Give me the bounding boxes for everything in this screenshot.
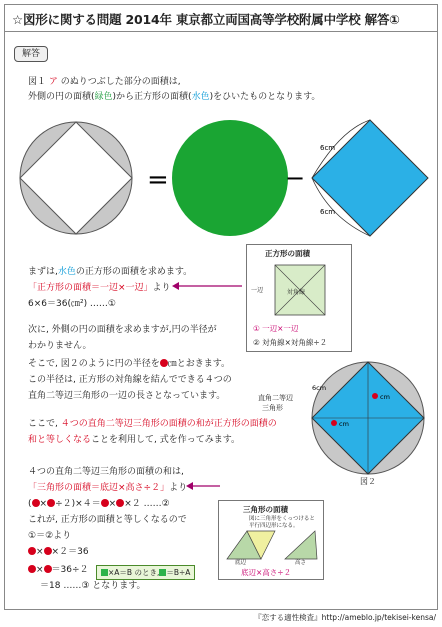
radius-text: ㎝とおきます。 xyxy=(167,359,231,369)
figure-2 xyxy=(290,360,438,480)
sum-text: × xyxy=(36,565,44,575)
tri-note-title: 三角形の面積 xyxy=(243,505,288,514)
square-calc: 6×6＝36(㎝²) ……① xyxy=(28,299,117,309)
sum-text: ×２＝36 xyxy=(51,547,89,557)
side-label-bottom: 6cm xyxy=(320,208,336,216)
sum-line-2 xyxy=(28,482,187,494)
answer-badge: 解答 xyxy=(14,46,48,62)
key-text: ことを利用して, 式を作ってみます。 xyxy=(91,435,241,445)
square-text: より xyxy=(152,283,171,293)
green-square-icon xyxy=(101,569,108,576)
blue-square xyxy=(312,120,428,236)
intro-text: 図１ xyxy=(28,77,49,87)
sum-line-4: これが, 正方形の面積と等しくなるので xyxy=(28,515,187,525)
intro-line-1 xyxy=(28,76,181,88)
figure-1-circle xyxy=(20,122,132,234)
open-paren: ( xyxy=(28,499,32,509)
radius-label-2: cm xyxy=(339,420,349,428)
hint-box xyxy=(96,565,195,580)
sum-text: ＝36÷２ xyxy=(51,565,89,575)
tri-note-desc-1: 図に三角形をくっつけると xyxy=(249,516,315,522)
height-label: 高さ xyxy=(295,560,307,566)
note-item-1: ① 一辺×一辺 xyxy=(253,324,299,333)
pointer-arrow-2 xyxy=(186,482,220,490)
sum-line-8: ＝18 ……③ となります。 xyxy=(40,581,146,591)
tri-label-2: 三角形 xyxy=(262,404,283,412)
sum-line-1: ４つの直角二等辺三角形の面積の和は, xyxy=(28,467,184,477)
mark-a: ア xyxy=(48,77,58,87)
intro-line-2 xyxy=(28,91,320,103)
key-line-2 xyxy=(28,434,240,446)
sum-text: × xyxy=(108,499,117,509)
radius-line-2: わかりません。 xyxy=(28,341,92,351)
side-label-top: 6cm xyxy=(320,144,336,152)
sum-line-3 xyxy=(28,498,170,510)
triangle-formula: 「三角形の面積＝底辺×高さ÷２」 xyxy=(28,483,170,493)
note-title: 正方形の面積 xyxy=(265,249,310,258)
key-line-1 xyxy=(28,418,277,430)
square-text: まずは, xyxy=(28,267,58,277)
tri-label-1: 直角二等辺 xyxy=(258,394,293,402)
base-label: 底辺 xyxy=(235,560,247,566)
side-label-fig2: 6cm xyxy=(312,384,327,392)
key-highlight: ４つの直角二等辺三角形の面積の和が正方形の面積の xyxy=(60,419,277,429)
footer-credit: 『恋する適性検査』http://ameblo.jp/tekisei-kensa/ xyxy=(254,613,436,622)
key-text: ここで, xyxy=(28,419,61,429)
radius-line-3 xyxy=(28,358,230,370)
square-line-2 xyxy=(28,282,171,294)
sum-text: より xyxy=(169,483,188,493)
sum-text: × xyxy=(36,547,44,557)
blue-label: 水色 xyxy=(57,267,76,277)
sum-text: ÷２)×４＝ xyxy=(55,499,101,509)
square-formula: 「正方形の面積＝一辺×一辺」 xyxy=(28,283,153,293)
sum-line-6 xyxy=(28,546,89,558)
square-text: の正方形の面積を求めます。 xyxy=(75,267,193,277)
radius-line-5: 直角二等辺三角形の一辺の長さとなっています。 xyxy=(28,391,226,401)
minus-sign: − xyxy=(285,164,306,192)
sum-text: ×２ ……② xyxy=(124,499,170,509)
radius-line-1: 次に, 外側の円の面積を求めますが,円の半径が xyxy=(28,325,217,335)
green-circle xyxy=(172,120,288,236)
intro-text: )から正方形の面積( xyxy=(112,92,192,102)
red-dot-icon xyxy=(160,359,168,367)
radius-line-4: この半径は, 正方形の対角線を結んでできる４つの xyxy=(28,375,232,385)
red-dot-icon xyxy=(44,565,52,573)
equation-figure xyxy=(0,118,442,238)
red-dot-icon xyxy=(101,499,109,507)
key-highlight: 和と等しくなる xyxy=(28,435,92,445)
red-dot-icon xyxy=(44,547,52,555)
hint-text: ×A＝B のとき, xyxy=(108,568,160,577)
intro-text: 外側の円の面積( xyxy=(28,92,95,102)
sum-text: × xyxy=(39,499,48,509)
red-dot-icon xyxy=(32,499,40,507)
tri-note-desc-2: 平行四辺形になる。 xyxy=(249,523,299,529)
sum-line-7 xyxy=(28,564,89,576)
diag-label: 対角線 xyxy=(287,289,306,296)
sum-line-5: ①＝②より xyxy=(28,531,72,541)
tri-note-formula: 底辺×高さ÷２ xyxy=(241,568,292,577)
red-dot-icon xyxy=(116,499,124,507)
red-dot-icon xyxy=(28,547,36,555)
equals-sign: = xyxy=(147,165,169,195)
radius-label-1: cm xyxy=(380,393,390,401)
intro-text: )をひいたものとなります。 xyxy=(209,92,321,102)
intro-text: のぬりつぶした部分の面積は, xyxy=(57,77,181,87)
side-label: 一辺 xyxy=(251,287,264,294)
square-line-1 xyxy=(28,266,192,278)
hint-text: ＝B÷A xyxy=(166,568,191,577)
square-area-note xyxy=(246,244,352,352)
red-dot-icon xyxy=(47,499,55,507)
radius-text: そこで, 図２のように円の半径を xyxy=(28,359,160,369)
triangle-area-note xyxy=(218,500,324,580)
green-label: 緑色 xyxy=(94,92,113,102)
red-dot-icon xyxy=(28,565,36,573)
page-title: ☆図形に関する問題 2014年 東京都立両国高等学校附属中学校 解答① xyxy=(12,12,400,27)
note-item-2: ② 対角線×対角線÷２ xyxy=(253,338,328,347)
pointer-arrow-1 xyxy=(172,282,242,290)
header-bar xyxy=(4,4,438,32)
figure-2-caption: 図２ xyxy=(360,477,376,486)
blue-label: 水色 xyxy=(191,92,210,102)
